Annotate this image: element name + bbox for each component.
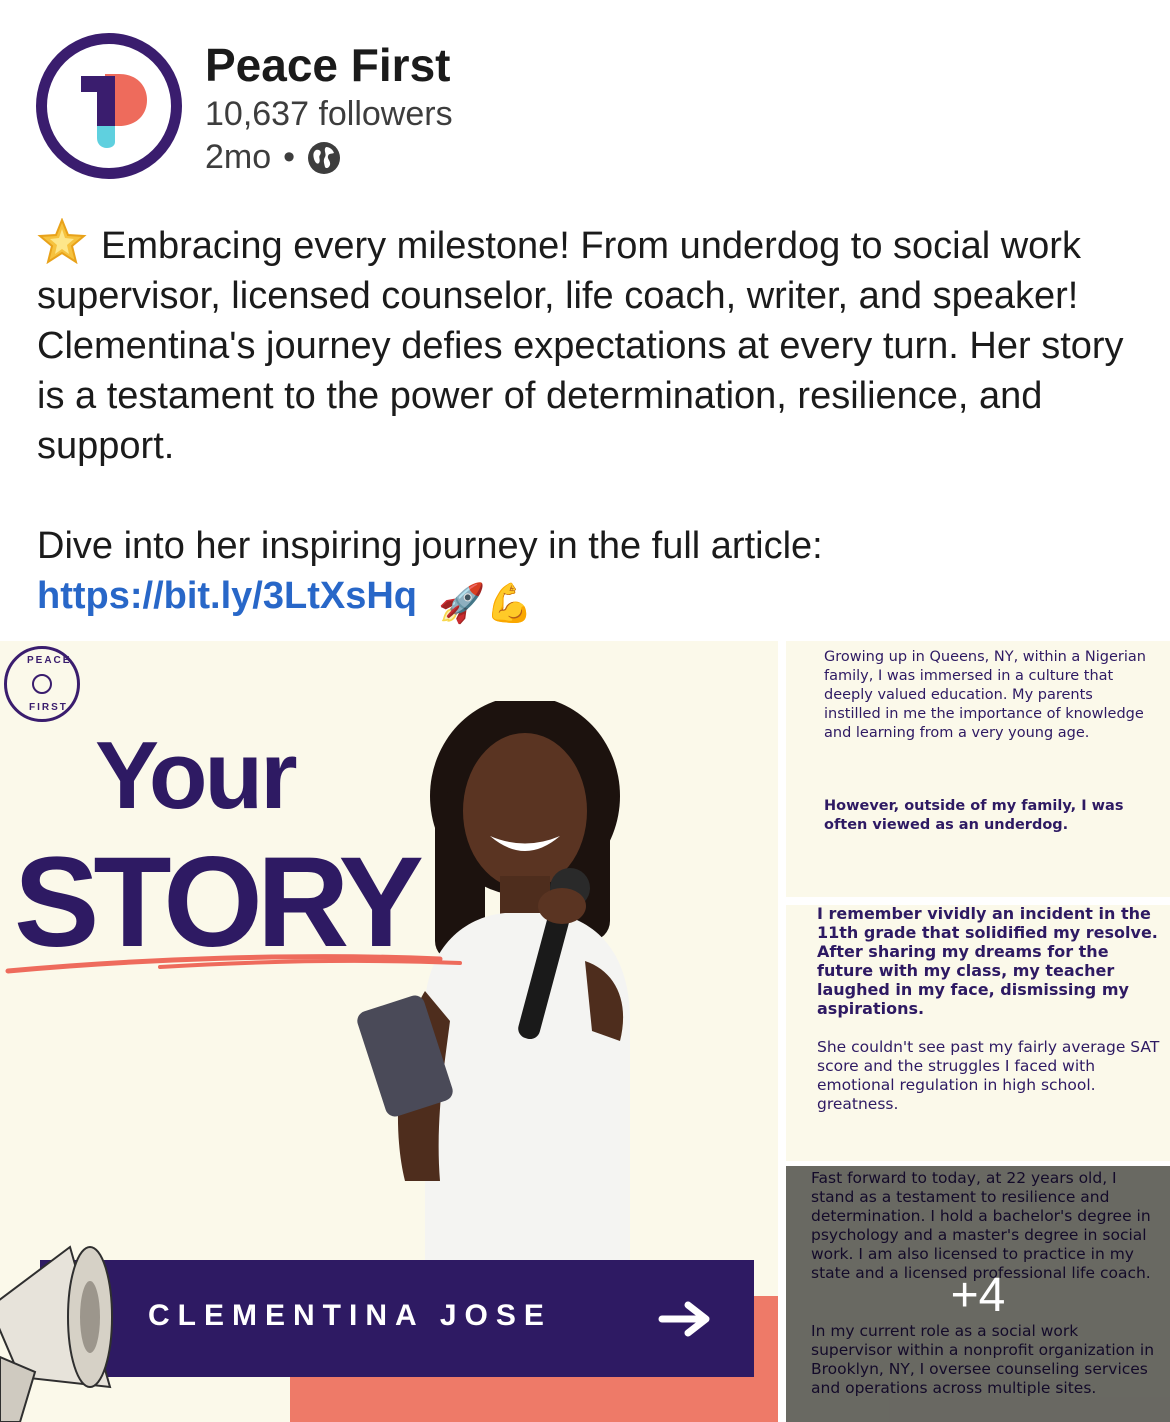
post-header [0, 0, 1170, 200]
media-gallery [0, 641, 1170, 1422]
meta-separator: • [283, 138, 296, 176]
gallery-thumbnail-1[interactable] [786, 641, 1170, 897]
thumbnail-2-highlight: I remember vividly an incident in the 11th grade that solidified my resolve. After sharing my dreams for the future with my class, my teacher laughed in my face, dismissing my aspirations. [817, 905, 1158, 1018]
thumbnail-1-highlight: However, outside of my family, I was often viewed as an underdog. [824, 798, 1124, 833]
post-paragraph-2 [37, 521, 1147, 629]
arrow-right-icon [658, 1299, 714, 1339]
thumbnail-2-text: She couldn't see past my fairly average SAT score and the struggles I faced with emotional regulation in high school. greatness. [817, 1038, 1160, 1113]
post-time: 2mo [205, 138, 272, 176]
post-paragraph-1-text: Embracing every milestone! From underdog to social work supervisor, licensed counselor, life coach, writer, and speaker! Clementina's journey defies expectations at every turn. Her story is a testament to the power of determination, resilience, and support. [37, 225, 1124, 467]
post-meta [205, 138, 341, 177]
article-link[interactable]: https://bit.ly/3LtXsHq [37, 575, 417, 617]
title-story: STORY [14, 831, 418, 974]
title-underline [0, 941, 470, 981]
more-images-count[interactable]: +4 [950, 1269, 1006, 1322]
rocket-icon: 🚀 [438, 583, 486, 625]
megaphone-icon [0, 1237, 130, 1422]
speaker-photo [330, 701, 690, 1301]
globe-icon [307, 141, 341, 175]
glowing-star-icon [37, 218, 87, 264]
org-name[interactable]: Peace First [205, 39, 451, 91]
badge-logo-icon [32, 674, 52, 694]
follower-count: 10,637 followers [205, 95, 453, 133]
title-your: Your [95, 722, 295, 829]
post-paragraph-1 [37, 218, 1147, 471]
gallery-thumbnail-3[interactable] [786, 1166, 1170, 1422]
speaker-name: CLEMENTINA JOSE [148, 1299, 552, 1332]
badge-top-text: PEACE [27, 655, 72, 666]
badge-bottom-text: FIRST [29, 702, 68, 713]
gallery-thumbnail-2[interactable] [786, 905, 1170, 1161]
main-image[interactable] [0, 641, 778, 1422]
post-paragraph-2-text: Dive into her inspiring journey in the full article: [37, 525, 823, 567]
thumbnail-1-text: Growing up in Queens, NY, within a Nigerian family, I was immersed in a culture that deeply valued education. My parents instilled in me the importance of knowledge and learning from a very young age. [824, 649, 1146, 741]
peace-first-badge [4, 646, 80, 722]
flexed-biceps-icon: 💪 [485, 583, 533, 625]
org-avatar[interactable] [36, 33, 182, 179]
post-text [37, 218, 1147, 629]
peace-first-logo-icon [67, 64, 153, 150]
